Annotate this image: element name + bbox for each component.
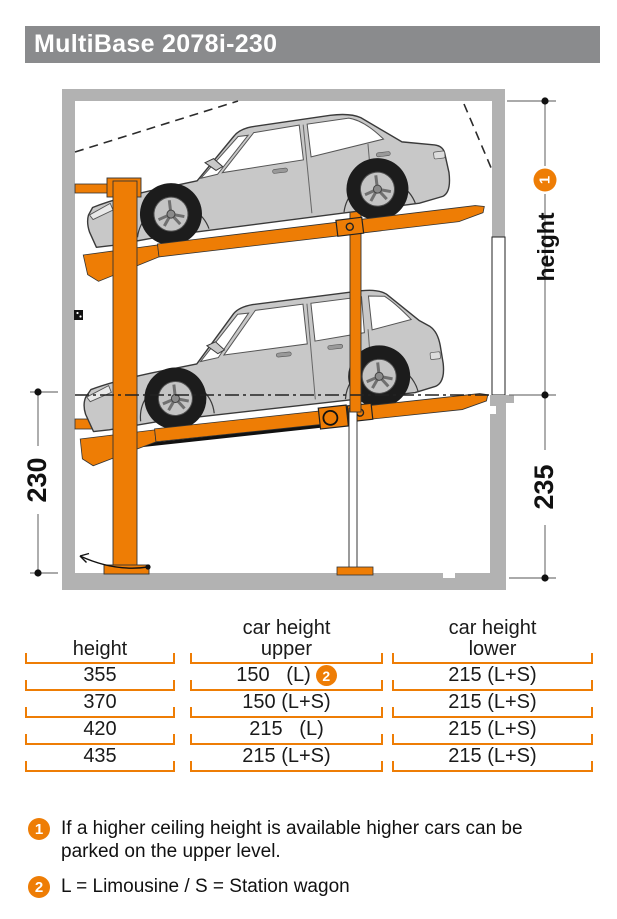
table-row: 420 215 (L) 215 (L+S) — [25, 718, 593, 745]
header-car-height-upper: car height upper — [190, 614, 383, 664]
title-bar — [25, 26, 600, 63]
pit-depth-left-label: 230 — [22, 457, 52, 503]
footnote-2-badge: 2 — [28, 876, 50, 898]
pit-depth-right-label: 235 — [529, 464, 559, 510]
header-height: height — [25, 614, 175, 664]
dimension-height — [507, 97, 559, 395]
wall-opening — [492, 237, 505, 395]
support-strut — [349, 408, 357, 570]
footnote-2: 2 L = Limousine / S = Station wagon — [28, 875, 588, 898]
dimension-230 — [22, 388, 58, 576]
table-header-row — [25, 614, 593, 664]
table-row: 355 150 (L) 2 215 (L+S) — [25, 664, 593, 691]
dimension-235 — [509, 391, 559, 581]
tail-light — [433, 151, 445, 159]
header-car-height-lower: car height lower — [392, 614, 593, 664]
height-spec-table — [25, 614, 593, 772]
footnotes — [28, 817, 588, 910]
strut-base — [337, 567, 373, 575]
footnote-1: 1 If a higher ceiling height is available higher cars can be parked on the upper level. — [28, 817, 588, 863]
note-2-badge: 2 — [316, 665, 337, 686]
tail-light — [430, 352, 441, 360]
parking-system-diagram — [0, 78, 617, 610]
operating-device — [74, 310, 83, 320]
table-row: 370 150 (L+S) 215 (L+S) — [25, 691, 593, 718]
height-label: height — [533, 212, 559, 282]
svg-text:1: 1 — [536, 175, 554, 185]
footnote-1-badge: 1 — [28, 818, 50, 840]
page-title: MultiBase 2078i-230 — [34, 30, 278, 58]
table-row: 435 215 (L+S) 215 (L+S) — [25, 745, 593, 772]
latch-box — [336, 217, 364, 236]
